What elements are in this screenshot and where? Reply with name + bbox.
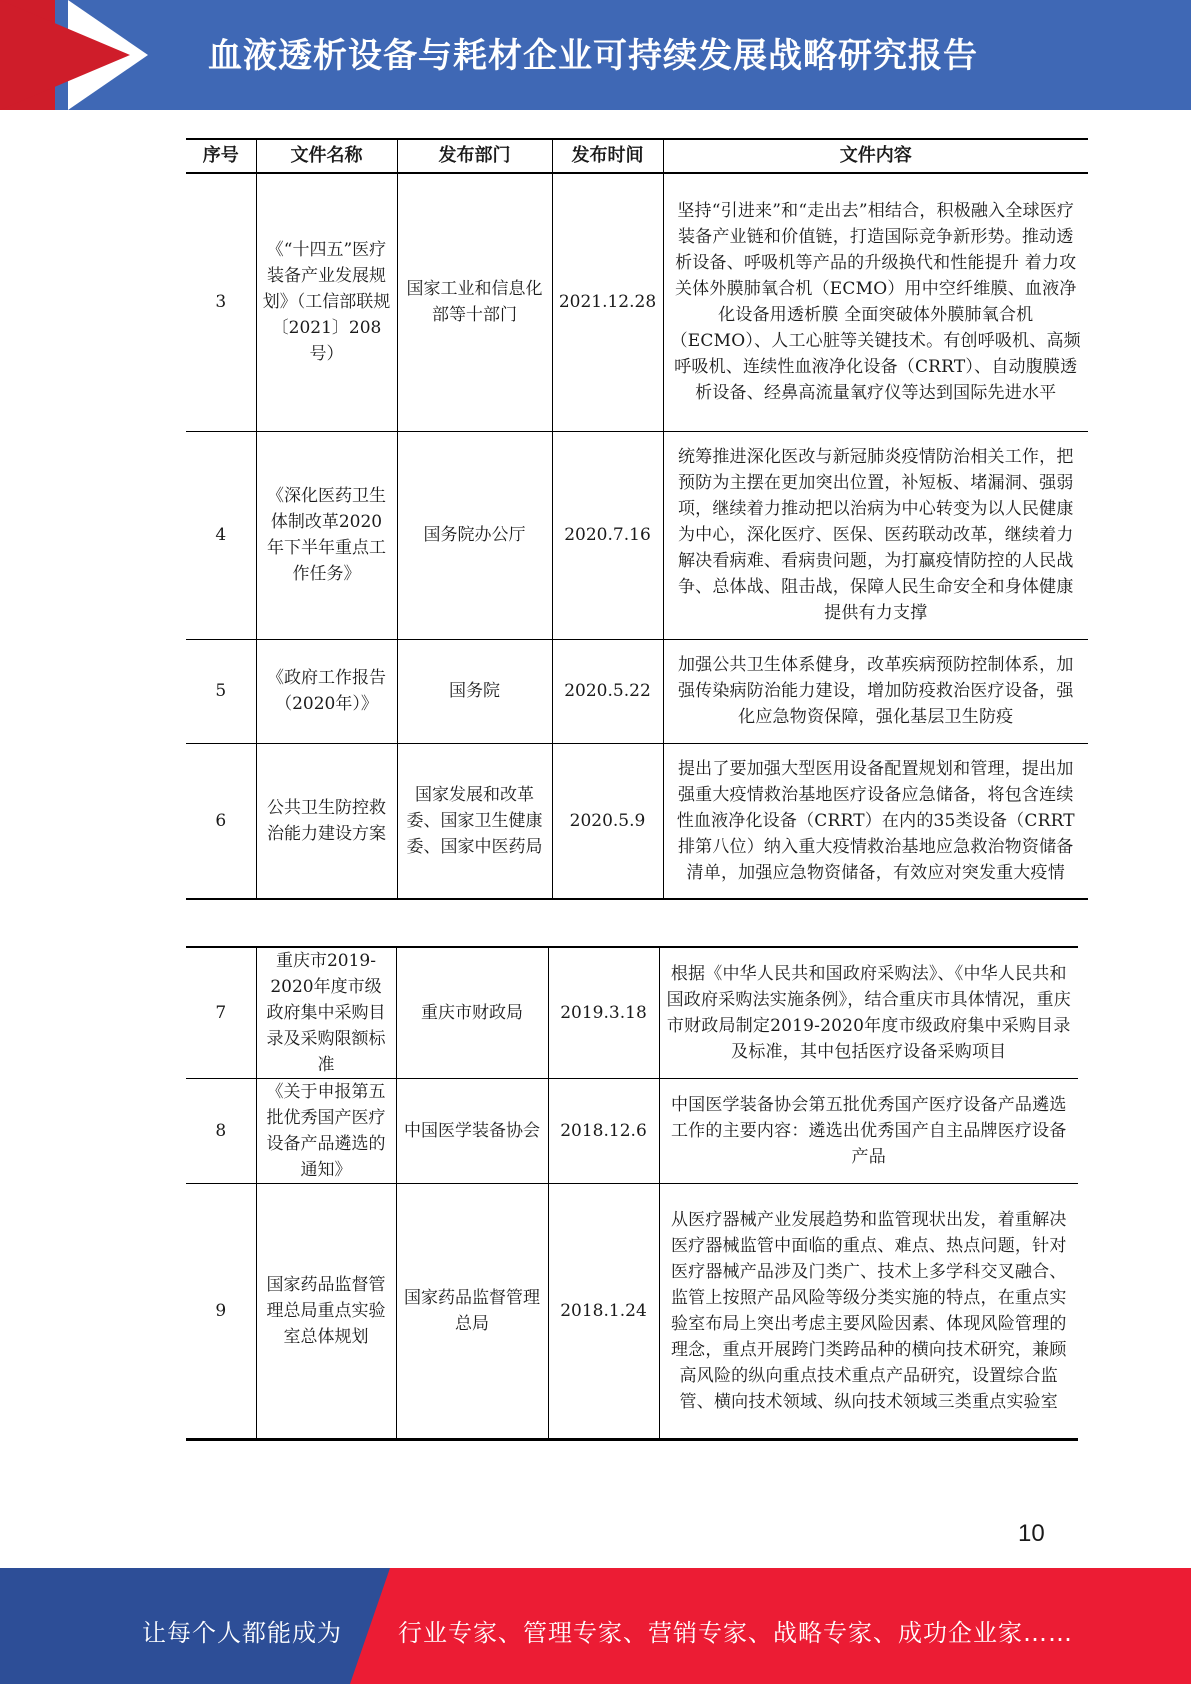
cell-content: 中国医学装备协会第五批优秀国产医疗设备产品遴选工作的主要内容：遴选出优秀国产自主品牌医疗设备产品 — [659, 1079, 1078, 1184]
table-row — [186, 173, 1088, 431]
cell-dept: 国务院办公厅 — [397, 431, 552, 639]
cell-no: 4 — [186, 431, 256, 639]
cell-no: 9 — [186, 1184, 256, 1440]
policy-table-part2 — [186, 946, 1078, 1441]
col-header-date: 发布时间 — [552, 139, 663, 173]
cell-dept: 国家发展和改革委、国家卫生健康委、国家中医药局 — [397, 743, 552, 899]
cell-name: 《关于申报第五批优秀国产医疗设备产品遴选的通知》 — [256, 1079, 396, 1184]
cell-content: 提出了要加强大型医用设备配置规划和管理，提出加强重大疫情救治基地医疗设备应急储备，将包含连续性血液净化设备（CRRT）在内的35类设备（CRRT排第八位）纳入重大疫情救治基地应急救治物资储备清单，加强应急物资储备，有效应对突发重大疫情 — [663, 743, 1088, 899]
table-row — [186, 1079, 1078, 1184]
report-title: 血液透析设备与耗材企业可持续发展战略研究报告 — [208, 36, 978, 76]
cell-dept: 国务院 — [397, 639, 552, 743]
table-row — [186, 1184, 1078, 1440]
footer-slogan-right: 行业专家、管理专家、营销专家、战略专家、成功企业家…… — [398, 1619, 1073, 1647]
cell-name: 公共卫生防控救治能力建设方案 — [256, 743, 397, 899]
table-header-row — [186, 139, 1088, 173]
cell-dept: 国家药品监督管理总局 — [396, 1184, 548, 1440]
col-header-dept: 发布部门 — [397, 139, 552, 173]
table-row — [186, 431, 1088, 639]
table-row — [186, 947, 1078, 1079]
cell-date: 2021.12.28 — [552, 173, 663, 431]
footer-slogan-left: 让每个人都能成为 — [142, 1619, 342, 1647]
cell-dept: 国家工业和信息化部等十部门 — [397, 173, 552, 431]
cell-date: 2019.3.18 — [548, 947, 659, 1079]
cell-content: 加强公共卫生体系健身，改革疾病预防控制体系，加强传染病防治能力建设，增加防疫救治医疗设备，强化应急物资保障，强化基层卫生防疫 — [663, 639, 1088, 743]
cell-name: 国家药品监督管理总局重点实验室总体规划 — [256, 1184, 396, 1440]
cell-date: 2018.1.24 — [548, 1184, 659, 1440]
page-number: 10 — [1018, 1520, 1045, 1547]
cell-content: 统筹推进深化医改与新冠肺炎疫情防治相关工作，把预防为主摆在更加突出位置，补短板、堵漏洞、强弱项，继续着力推动把以治病为中心转变为以人民健康为中心，深化医疗、医保、医药联动改革，继续着力解决看病难、看病贵问题，为打赢疫情防控的人民战争、总体战、阻击战，保障人民生命安全和身体健康提供有力支撑 — [663, 431, 1088, 639]
cell-no: 3 — [186, 173, 256, 431]
cell-no: 8 — [186, 1079, 256, 1184]
cell-no: 5 — [186, 639, 256, 743]
cell-content: 坚持“引进来”和“走出去”相结合，积极融入全球医疗装备产业链和价值链，打造国际竞争新形势。推动透析设备、呼吸机等产品的升级换代和性能提升 着力攻关体外膜肺氧合机（ECMO）用中空纤维膜、血液净化设备用透析膜 全面突破体外膜肺氧合机（ECMO）、人工心脏等关键技术。有创呼吸机、高频呼吸机、连续性血液净化设备（CRRT）、自动腹膜透析设备、经鼻高流量氧疗仪等达到国际先进水平 — [663, 173, 1088, 431]
footer-slant — [350, 1568, 390, 1684]
cell-no: 6 — [186, 743, 256, 899]
cell-content: 从医疗器械产业发展趋势和监管现状出发，着重解决医疗器械监管中面临的重点、难点、热点问题，针对医疗器械产品涉及门类广、技术上多学科交叉融合、监管上按照产品风险等级分类实施的特点，在重点实验室布局上突出考虑主要风险因素、体现风险管理的理念，重点开展跨门类跨品种的横向技术研究，兼顾高风险的纵向重点技术重点产品研究，设置综合监管、横向技术领域、纵向技术领域三类重点实验室 — [659, 1184, 1078, 1440]
cell-no: 7 — [215, 1003, 227, 1023]
table-row — [186, 743, 1088, 899]
cell-name: 《深化医药卫生体制改革2020年下半年重点工作任务》 — [256, 431, 397, 639]
cell-date: 2020.5.22 — [552, 639, 663, 743]
col-header-no: 序号 — [186, 139, 256, 173]
cell-name: 《政府工作报告（2020年）》 — [256, 639, 397, 743]
cell-date: 2020.5.9 — [552, 743, 663, 899]
header-chevron-red — [0, 0, 130, 110]
cell-name: 重庆市2019-2020年度市级政府集中采购目录及采购限额标准 — [256, 947, 396, 1079]
cell-dept: 中国医学装备协会 — [396, 1079, 548, 1184]
cell-date: 2020.7.16 — [552, 431, 663, 639]
policy-table-part1 — [186, 138, 1088, 900]
col-header-name: 文件名称 — [256, 139, 397, 173]
cell-date: 2018.12.6 — [548, 1079, 659, 1184]
cell-dept: 重庆市财政局 — [396, 947, 548, 1079]
table-row — [186, 639, 1088, 743]
cell-name: 《“十四五”医疗装备产业发展规划》（工信部联规〔2021〕208号） — [256, 173, 397, 431]
cell-content: 根据《中华人民共和国政府采购法》、《中华人民共和国政府采购法实施条例》，结合重庆市具体情况，重庆市财政局制定2019-2020年度市级政府集中采购目录及标准，其中包括医疗设备采购项目 — [659, 947, 1078, 1079]
col-header-content: 文件内容 — [663, 139, 1088, 173]
